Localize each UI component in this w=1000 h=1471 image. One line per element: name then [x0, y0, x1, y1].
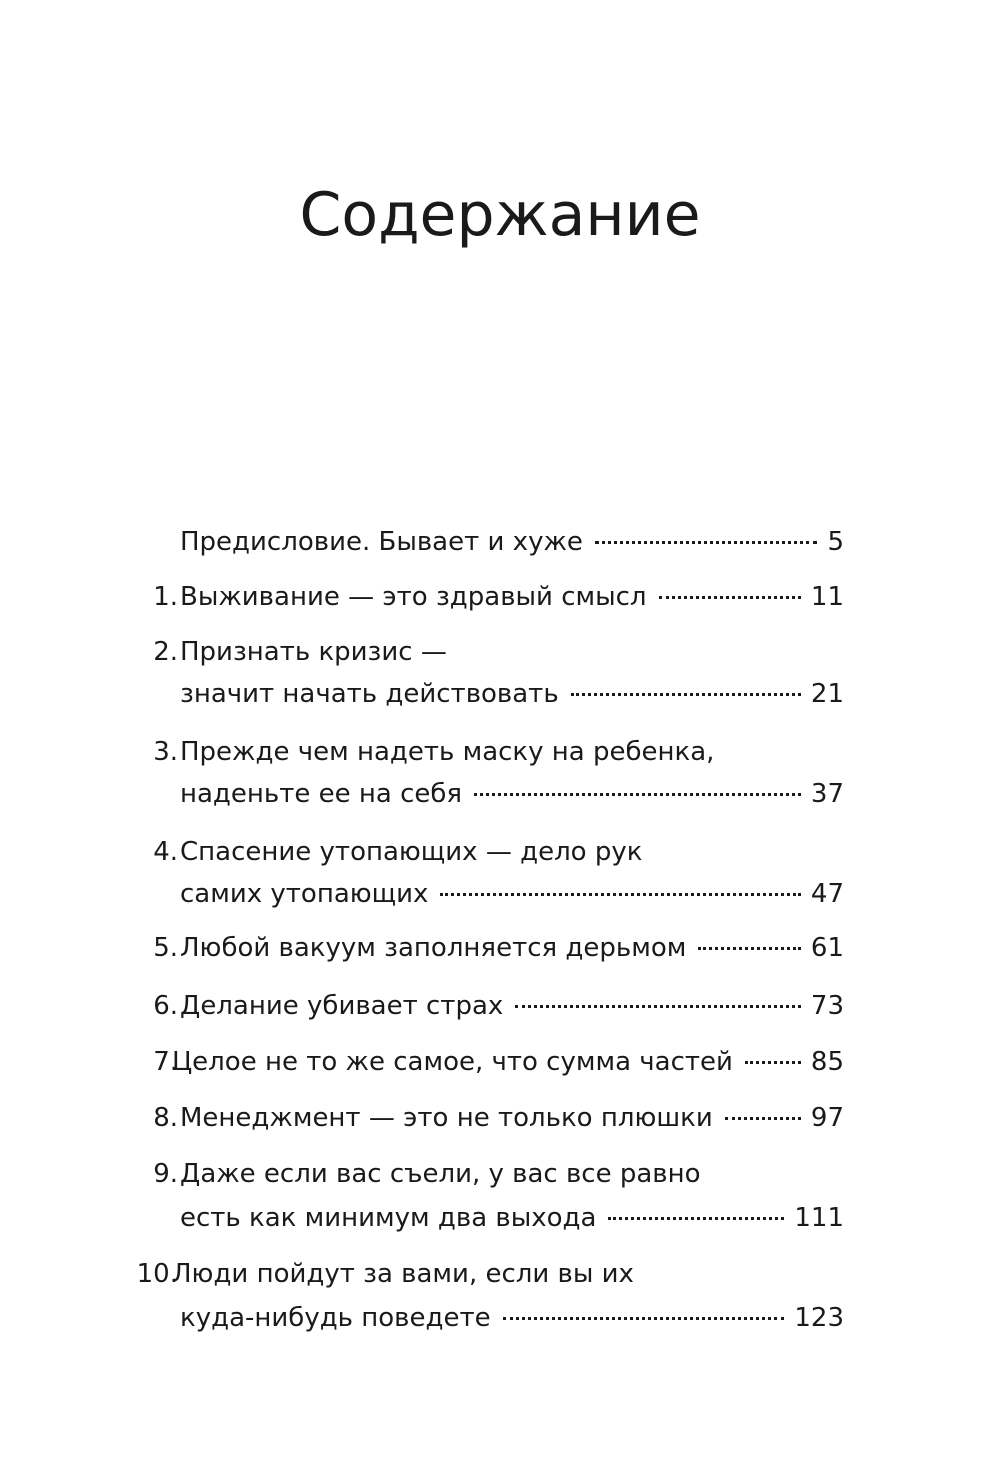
dot-leader — [745, 1061, 801, 1064]
toc-entry-number: 4. — [153, 837, 178, 867]
dot-leader — [571, 693, 801, 696]
toc-entry-number: 3. — [153, 737, 178, 767]
toc-entry-number: 7. — [153, 1047, 178, 1077]
toc-entry-title: Менеджмент — это не только плюшки — [180, 1103, 713, 1133]
toc-entry-title: Любой вакуум заполняется дерьмом — [180, 933, 687, 963]
toc-entry-number: 1. — [153, 582, 178, 612]
toc-page-number: 37 — [810, 779, 844, 809]
toc-entry-3-cont — [180, 776, 844, 812]
page-title: Содержание — [299, 180, 701, 250]
toc-entry-6 — [153, 988, 844, 1024]
toc-entry-8 — [153, 1100, 844, 1136]
dot-leader — [515, 1005, 801, 1008]
dot-leader — [440, 893, 800, 896]
toc-entry-title-cont: есть как минимум два выхода — [180, 1203, 597, 1233]
toc-entry-title: Делание убивает страх — [180, 991, 504, 1021]
toc-entry-number: 10. — [136, 1259, 178, 1289]
toc-entry-4 — [153, 834, 844, 870]
toc-entry-title-cont: самих утопающих — [180, 879, 429, 909]
toc-entry-5 — [153, 930, 844, 966]
toc-page-number: 97 — [810, 1103, 844, 1133]
dot-leader — [659, 596, 801, 599]
toc-entry-title: Выживание — это здравый смысл — [180, 582, 647, 612]
toc-entry-9-cont — [180, 1200, 844, 1236]
toc-entry-title: Прежде чем надеть маску на ребенка, — [180, 737, 715, 767]
dot-leader — [595, 541, 818, 544]
toc-entry-number: 9. — [153, 1159, 178, 1189]
toc-entry-2-cont — [180, 676, 844, 712]
toc-entry-title: Люди пойдут за вами, если вы их — [172, 1259, 634, 1289]
toc-entry-title: Признать кризис — — [180, 637, 447, 667]
toc-entry-number: 8. — [153, 1103, 178, 1133]
toc-entry-10 — [136, 1256, 844, 1292]
toc-entry-number: 6. — [153, 991, 178, 1021]
toc-entry-title: Предисловие. Бывает и хуже — [180, 527, 583, 557]
toc-entry-7 — [153, 1044, 844, 1080]
toc-entry-title-cont: наденьте ее на себя — [180, 779, 463, 809]
toc-entry-title-cont: куда-нибудь поведете — [180, 1303, 491, 1333]
toc-page-number: 5 — [827, 527, 844, 557]
toc-page-number: 11 — [810, 582, 844, 612]
toc-page-number: 85 — [810, 1047, 844, 1077]
toc-entry-title: Спасение утопающих — дело рук — [180, 837, 643, 867]
toc-page-number: 73 — [810, 991, 844, 1021]
dot-leader — [474, 793, 801, 796]
toc-page-number: 123 — [794, 1303, 844, 1333]
toc-entry-1 — [153, 579, 844, 615]
toc-entry-title: Даже если вас съели, у вас все равно — [180, 1159, 701, 1189]
dot-leader — [503, 1317, 785, 1320]
toc-entry-2 — [153, 634, 844, 670]
toc-entry-number: 2. — [153, 637, 178, 667]
toc-entry-4-cont — [180, 876, 844, 912]
toc-entry-title-cont: значит начать действовать — [180, 679, 559, 709]
toc-entry-9 — [153, 1156, 844, 1192]
toc-entry-10-cont — [180, 1300, 844, 1336]
dot-leader — [608, 1217, 784, 1220]
toc-entry-title: Целое не то же самое, что сумма частей — [172, 1047, 733, 1077]
toc-page-number: 111 — [794, 1203, 844, 1233]
toc-page-number: 21 — [810, 679, 844, 709]
dot-leader — [725, 1117, 801, 1120]
toc-page-number: 61 — [810, 933, 844, 963]
dot-leader — [698, 947, 801, 950]
toc-entry-number: 5. — [153, 933, 178, 963]
toc-entry-3 — [153, 734, 844, 770]
toc-entry-preface — [180, 524, 844, 560]
toc-page-number: 47 — [810, 879, 844, 909]
